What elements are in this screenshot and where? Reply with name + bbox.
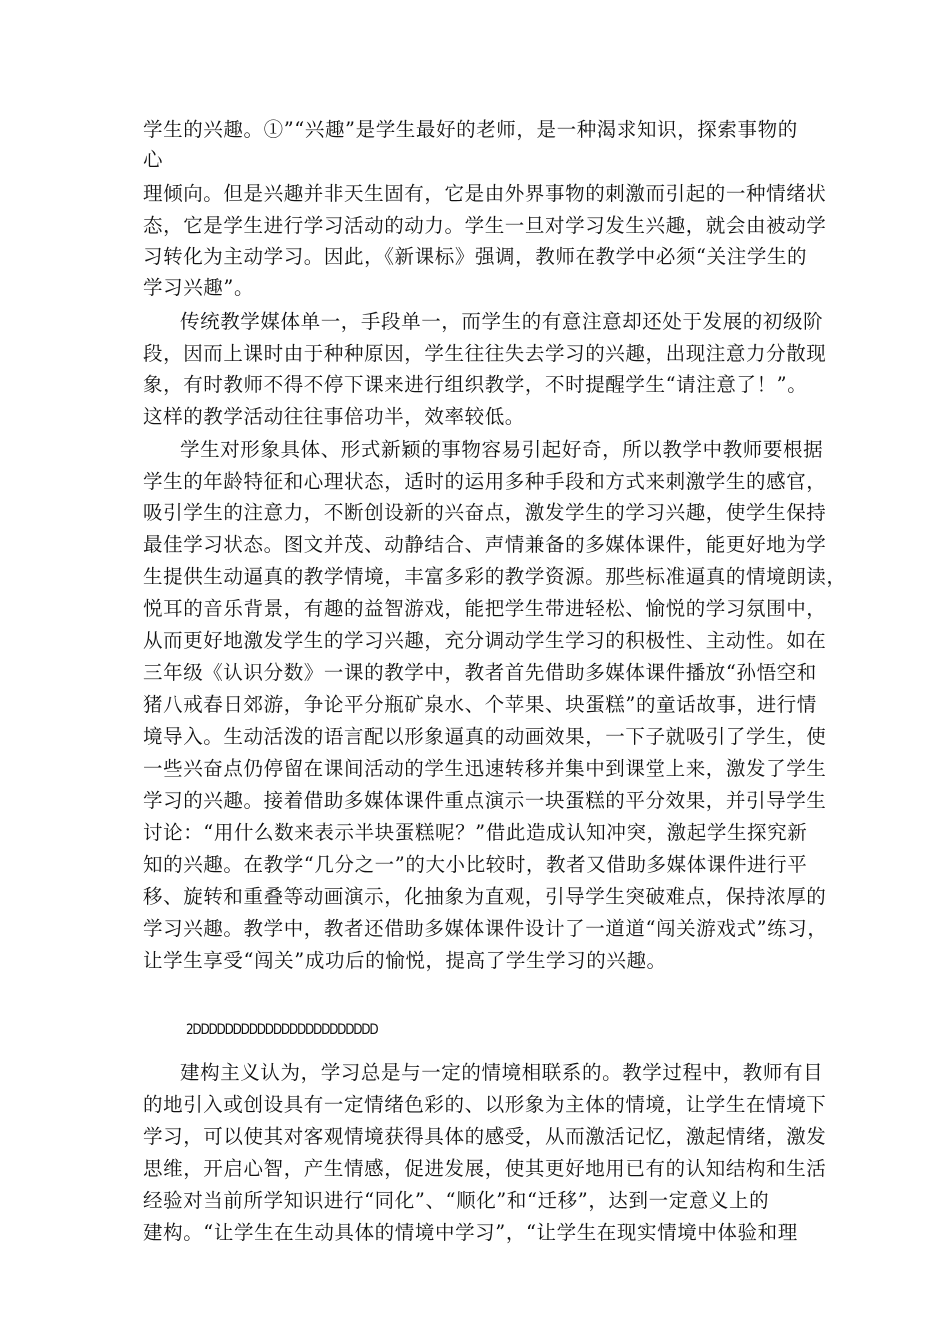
text-line: 最佳学习状态。图文并茂、动静结合、声情兼备的多媒体课件，能更好地为学 (143, 533, 827, 556)
text-line: 悦耳的音乐背景，有趣的益智游戏，能把学生带进轻松、愉悦的学习氛围中， (143, 597, 827, 620)
text-line: 心 (143, 148, 164, 171)
text-line: 象，有时教师不得不停下课来进行组织教学，不时提醒学生“请注意了！”。 (143, 373, 808, 396)
text-line: 生提供生动逼真的教学情境，丰富多彩的教学资源。那些标准逼真的情境朗读， (143, 565, 847, 588)
text-line: 学生对形象具体、形式新颖的事物容易引起好奇，所以教学中教师要根据 (180, 438, 824, 461)
text-line: 三年级《认识分数》一课的教学中，教者首先借助多媒体课件播放“孙悟空和 (143, 661, 817, 684)
text-line: 段，因而上课时由于种种原因，学生往往失去学习的兴趣，出现注意力分散现 (143, 342, 827, 365)
section-heading: 2DDDDDDDDDDDDDDDDDDDDDDD (186, 1021, 378, 1038)
text-line: 让学生享受“闯关”成功后的愉悦，提高了学生学习的兴趣。 (143, 949, 667, 972)
text-line: 传统教学媒体单一，手段单一，而学生的有意注意却还处于发展的初级阶 (180, 310, 824, 333)
text-line: 学习兴趣”。 (143, 276, 255, 299)
text-line: 学生的兴趣。①”“兴趣”是学生最好的老师，是一种渴求知识，探索事物的 (143, 118, 798, 141)
text-line: 理倾向。但是兴趣并非天生固有，它是由外界事物的刺激而引起的一种情绪状 (143, 182, 827, 205)
text-line: 境导入。生动活泼的语言配以形象逼真的动画效果，一下子就吸引了学生，使 (143, 725, 827, 748)
text-line: 的地引入或创设具有一定情绪色彩的、以形象为主体的情境，让学生在情境下 (143, 1093, 827, 1116)
text-line: 学生的年龄特征和心理状态，适时的运用多种手段和方式来刺激学生的感官， (143, 470, 827, 493)
text-line: 讨论：“用什么数来表示半块蛋糕呢？”借此造成认知冲突，激起学生探究新 (143, 821, 808, 844)
text-line: 态，它是学生进行学习活动的动力。学生一旦对学习发生兴趣，就会由被动学 (143, 214, 827, 237)
text-line: 思维，开启心智，产生情感，促进发展，使其更好地用已有的认知结构和生活 (143, 1157, 827, 1180)
text-line: 经验对当前所学知识进行“同化”、“顺化”和“迁移”，达到一定意义上的 (143, 1189, 770, 1212)
text-line: 吸引学生的注意力，不断创设新的兴奋点，激发学生的学习兴趣，使学生保持 (143, 501, 827, 524)
text-line: 建构。“让学生在生动具体的情境中学习”，“让学生在现实情境中体验和理 (143, 1221, 798, 1244)
text-line: 学习，可以使其对客观情境获得具体的感受，从而激活记忆，激起情绪，激发 (143, 1125, 827, 1148)
text-line: 习转化为主动学习。因此，《新课标》强调，教师在教学中必须“关注学生的 (143, 245, 808, 268)
text-line: 移、旋转和重叠等动画演示，化抽象为直观，引导学生突破难点，保持浓厚的 (143, 885, 827, 908)
text-line: 知的兴趣。在教学“几分之一”的大小比较时，教者又借助多媒体课件进行平 (143, 853, 808, 876)
text-line: 学习的兴趣。接着借助多媒体课件重点演示一块蛋糕的平分效果，并引导学生 (143, 789, 827, 812)
text-line: 建构主义认为，学习总是与一定的情境相联系的。教学过程中，教师有目 (180, 1061, 824, 1084)
text-line: 一些兴奋点仍停留在课间活动的学生迅速转移并集中到课堂上来，激发了学生 (143, 757, 827, 780)
text-line: 这样的教学活动往往事倍功半，效率较低。 (143, 405, 525, 428)
text-line: 猪八戒春日郊游，争论平分瓶矿泉水、个苹果、块蛋糕”的童话故事，进行情 (143, 693, 817, 716)
text-line: 学习兴趣。教学中，教者还借助多媒体课件设计了一道道“闯关游戏式”练习， (143, 917, 828, 940)
text-line: 从而更好地激发学生的学习兴趣，充分调动学生学习的积极性、主动性。如在 (143, 629, 827, 652)
